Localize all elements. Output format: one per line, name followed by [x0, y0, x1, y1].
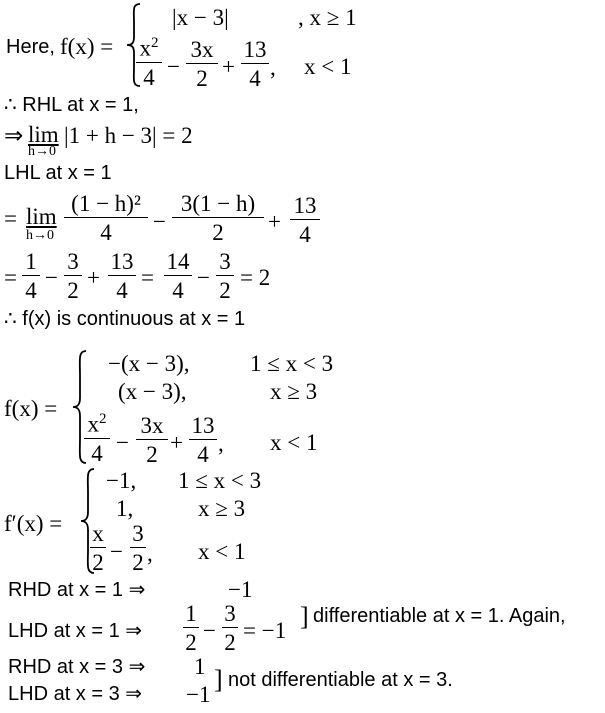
p3-row1-cond: 1 ≤ x < 3: [178, 468, 262, 493]
lim2-frac2: 3(1 − h) 2: [172, 192, 264, 244]
eval-minus-1: −: [45, 265, 58, 290]
lim2-minus: −: [153, 209, 166, 234]
eval-frac-e: 3 2: [216, 250, 234, 302]
lim1-sub: h→0: [28, 144, 56, 159]
lhd1-result: = −1: [243, 618, 287, 643]
lhd1-bracket: ]: [300, 602, 309, 631]
p2-frac-13-4: 13 4: [189, 414, 217, 466]
eval-frac-a: 1 4: [22, 250, 40, 302]
continuity-line: ∴ f(x) is continuous at x = 1: [4, 308, 246, 330]
p1-row2-cond: x < 1: [304, 54, 352, 79]
p3-row2-cond: x ≥ 3: [198, 496, 246, 521]
p1-frac-13-4: 13 4: [241, 38, 269, 90]
lim1-expr: |1 + h − 3| = 2: [64, 123, 193, 148]
p2-minus: −: [116, 430, 129, 455]
p2-row2-cond: x ≥ 3: [270, 379, 318, 404]
p3-minus: −: [110, 539, 123, 564]
rhd3-value: 1: [194, 654, 206, 679]
lim1-lim: lim: [28, 122, 59, 147]
p3-row1-expr: −1,: [106, 468, 137, 493]
p2-frac-3x-2: 3x 2: [136, 414, 168, 466]
eval-frac-c: 13 4: [108, 250, 136, 302]
p1-plus: +: [222, 54, 235, 79]
p1-minus: −: [167, 54, 180, 79]
p1-row1-cond: , x ≥ 1: [298, 5, 357, 30]
p3-lhs: f′(x) =: [4, 511, 63, 536]
lim2-frac3: 13 4: [290, 194, 320, 246]
rhd3-label: RHD at x = 3 ⇒: [8, 656, 146, 678]
eval-plus: +: [87, 265, 100, 290]
eval-frac-b: 3 2: [64, 250, 82, 302]
lim1-arrow: ⇒: [4, 123, 24, 148]
lim2-frac1: (1 − h)² 4: [64, 192, 148, 244]
p3-comma: ,: [147, 541, 153, 566]
eval-frac-d: 14 4: [164, 250, 192, 302]
p2-comma: ,: [218, 431, 224, 456]
eval-minus-2: −: [197, 265, 210, 290]
lim2-plus: +: [268, 209, 281, 234]
lim2-lim: lim: [26, 204, 57, 229]
fx-lhs: f(x) =: [60, 34, 114, 59]
rhd1-value: −1: [228, 577, 253, 602]
lim2-sub: h→0: [26, 228, 54, 243]
p2-lhs: f(x) =: [4, 396, 58, 421]
lhd1-text: differentiable at x = 1. Again,: [313, 605, 566, 627]
p2-row1-cond: 1 ≤ x < 3: [250, 351, 334, 376]
lhd1-frac-3-2: 3 2: [222, 602, 238, 654]
p1-row1-expr: |x − 3|: [172, 5, 229, 30]
p3-row3-cond: x < 1: [198, 539, 246, 564]
p2-row3-cond: x < 1: [270, 430, 318, 455]
lhd3-bracket: ]: [214, 665, 223, 694]
lhd1-minus: −: [203, 618, 216, 643]
eval-eq-2: =: [141, 265, 154, 290]
eval-result: = 2: [240, 265, 271, 290]
p2-frac-x2-4: $x^2$ 4: [84, 412, 110, 465]
lhd1-frac-1-2: 1 2: [183, 602, 199, 654]
rhl-line: ∴ RHL at x = 1,: [4, 94, 139, 116]
lhd1-label: LHD at x = 1 ⇒: [8, 620, 143, 642]
rhd1-label: RHD at x = 1 ⇒: [8, 579, 146, 601]
lhl-line: LHL at x = 1: [4, 162, 112, 184]
lhd3-label: LHD at x = 3 ⇒: [8, 683, 143, 705]
p3-row2-expr: 1,: [116, 496, 134, 521]
p2-row2-expr: (x − 3),: [118, 379, 187, 404]
lhd3-value: −1: [186, 682, 211, 707]
p3-frac-3-2: 3 2: [130, 522, 146, 574]
lim2-eq: =: [4, 206, 17, 231]
p3-frac-x-2: x 2: [90, 522, 106, 574]
p2-plus: +: [170, 430, 183, 455]
lhd3-text: not differentiable at x = 3.: [228, 669, 453, 691]
p1-frac-x2-4: $x^2$ 4: [136, 36, 162, 89]
p1-comma: ,: [270, 55, 276, 80]
p1-frac-3x-2: 3x 2: [186, 38, 218, 90]
eval-eq: =: [4, 265, 17, 290]
intro-label: Here,: [6, 36, 55, 58]
p2-row1-expr: −(x − 3),: [108, 351, 190, 376]
